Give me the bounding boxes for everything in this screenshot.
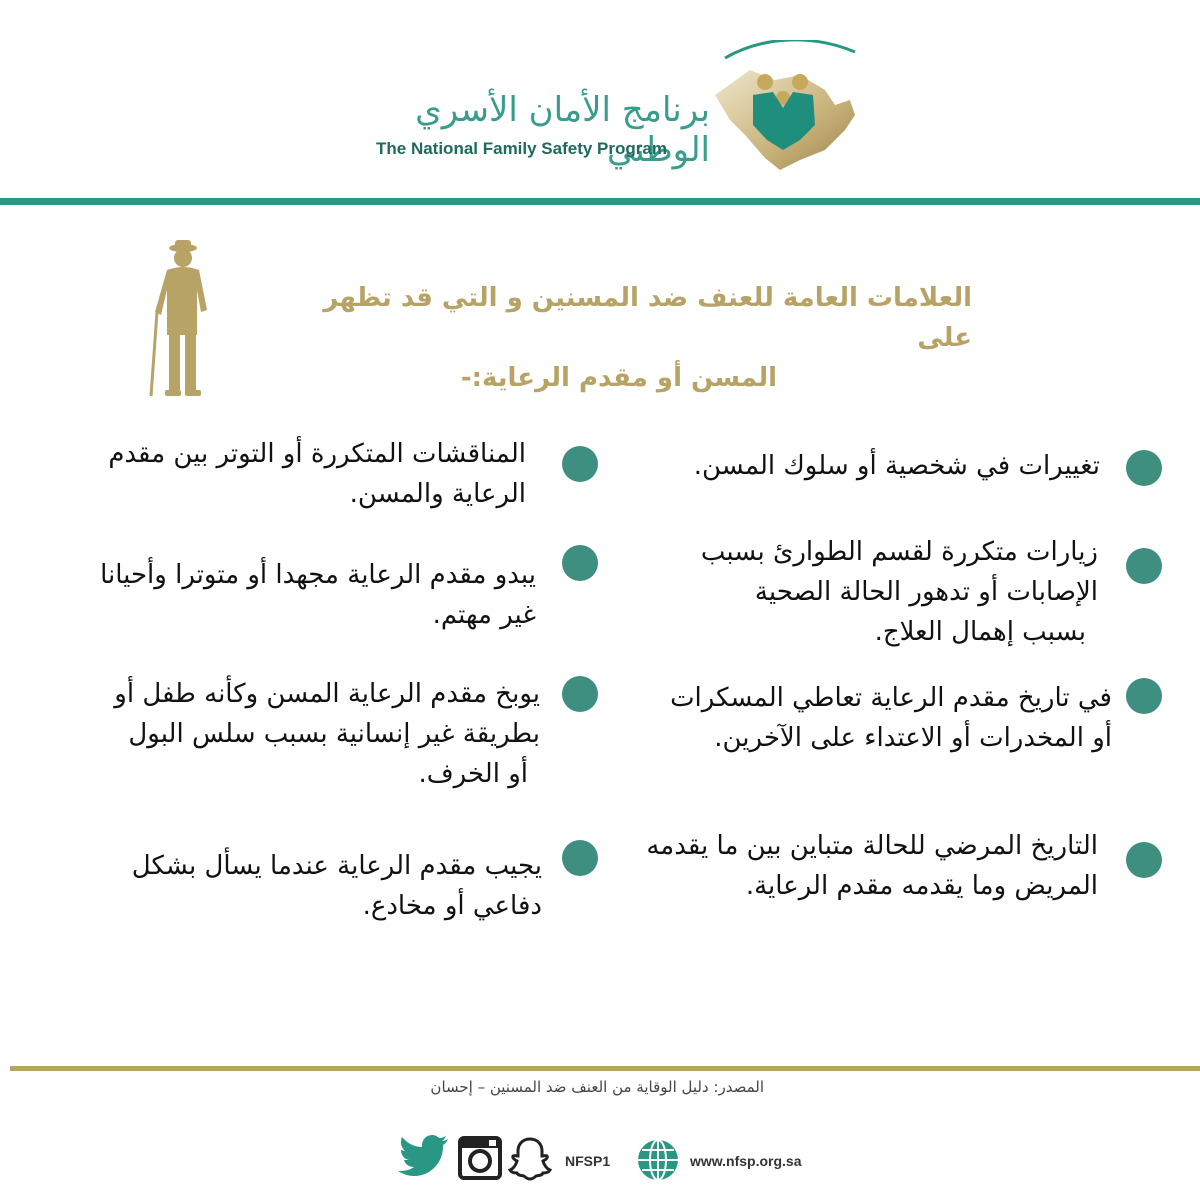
item-line: في تاريخ مقدم الرعاية تعاطي المسكرات <box>670 683 1112 713</box>
instagram-icon[interactable] <box>458 1136 502 1180</box>
item-line: المناقشات المتكررة أو التوتر بين مقدم <box>108 439 526 469</box>
org-name-arabic: برنامج الأمان الأسري الوطني <box>415 90 710 170</box>
item-line: التاريخ المرضي للحالة متباين بين ما يقدمه <box>646 831 1098 861</box>
item-line: الإصابات أو تدهور الحالة الصحية <box>754 577 1098 607</box>
item-line: تغييرات في شخصية أو سلوك المسن. <box>693 451 1100 481</box>
item-line: زيارات متكررة لقسم الطوارئ بسبب <box>700 537 1098 567</box>
bullet-icon <box>1126 548 1162 584</box>
item-line: بطريقة غير إنسانية بسبب سلس البول <box>128 719 540 749</box>
list-item <box>60 434 526 514</box>
list-item <box>620 446 1100 486</box>
website-link[interactable]: www.nfsp.org.sa <box>690 1153 802 1169</box>
snapchat-icon[interactable] <box>508 1136 552 1182</box>
list-item <box>40 846 542 926</box>
bullet-icon <box>562 446 598 482</box>
item-line: دفاعي أو مخادع. <box>362 891 542 921</box>
source-credit: المصدر: دليل الوقاية من العنف ضد المسنين – إحسان <box>430 1078 764 1096</box>
header-divider <box>0 198 1200 205</box>
item-line: بسبب إهمال العلاج. <box>874 617 1086 647</box>
org-name-english: The National Family Safety Program <box>376 139 667 158</box>
bullet-icon <box>1126 842 1162 878</box>
bullet-icon <box>562 676 598 712</box>
twitter-icon[interactable] <box>398 1134 450 1178</box>
list-item <box>40 555 536 635</box>
item-line: يجيب مقدم الرعاية عندما يسأل بشكل <box>131 851 542 881</box>
social-handle[interactable]: NFSP1 <box>565 1153 611 1169</box>
bullet-icon <box>1126 678 1162 714</box>
elderly-man-icon <box>145 240 220 400</box>
bullet-icon <box>562 545 598 581</box>
title-line-2: المسن أو مقدم الرعاية:- <box>460 363 777 393</box>
footer-divider <box>10 1066 1200 1071</box>
item-line: أو المخدرات أو الاعتداء على الآخرين. <box>714 723 1112 753</box>
list-item <box>600 678 1112 758</box>
list-item <box>600 826 1098 906</box>
item-line: يوبخ مقدم الرعاية المسن وكأنه طفل أو <box>114 679 540 709</box>
logo-map-icon <box>705 40 865 175</box>
item-line: أو الخرف. <box>418 759 528 789</box>
item-line: المريض وما يقدمه مقدم الرعاية. <box>745 871 1098 901</box>
globe-icon[interactable] <box>636 1138 680 1182</box>
bullet-icon <box>1126 450 1162 486</box>
bullet-icon <box>562 840 598 876</box>
list-item <box>40 674 540 794</box>
item-line: الرعاية والمسن. <box>349 479 526 509</box>
page-title <box>300 278 972 398</box>
title-line-1: العلامات العامة للعنف ضد المسنين و التي قد تظهر على <box>323 283 972 353</box>
item-line: غير مهتم. <box>432 600 536 630</box>
list-item <box>620 532 1098 652</box>
item-line: يبدو مقدم الرعاية مجهدا أو متوترا وأحيانا <box>100 560 536 590</box>
